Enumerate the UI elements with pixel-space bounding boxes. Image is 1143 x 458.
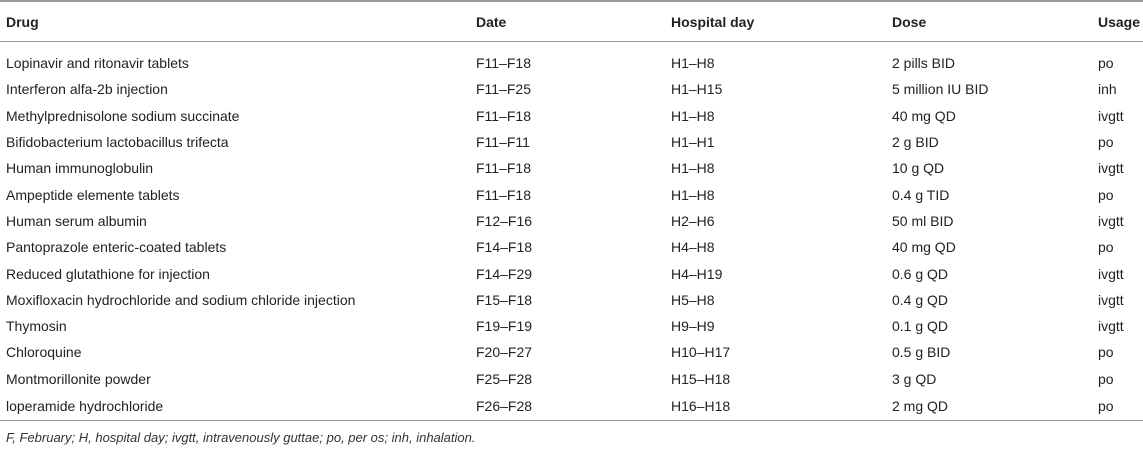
cell-usage: ivgtt [1098,291,1124,308]
cell-usage: po [1098,370,1114,387]
cell-dose: 10 g QD [892,160,945,177]
cell-usage: ivgtt [1098,212,1124,229]
table-row [0,260,1143,286]
cell-drug: Thymosin [6,318,67,335]
header-date: Date [470,1,665,42]
cell-date: F20–F27 [476,344,533,361]
table-row [0,313,1143,339]
cell-usage: po [1098,344,1114,361]
cell-dose: 0.6 g QD [892,265,949,282]
cell-drug: Pantoprazole enteric-coated tablets [6,239,227,256]
cell-date: F14–F18 [476,239,533,256]
cell-usage: ivgtt [1098,107,1124,124]
cell-hospital-day: H16–H18 [665,392,886,421]
cell-date: F11–F25 [476,81,531,98]
cell-date: F11–F18 [476,160,531,177]
table-row [0,155,1143,181]
cell-hospital-day: H1–H8 [671,55,715,72]
cell-date: F11–F18 [476,186,531,203]
cell-drug: Interferon alfa-2b injection [6,81,168,98]
table-row [0,103,1143,129]
cell-usage: ivgtt [1098,265,1124,282]
cell-usage: po [1092,392,1143,421]
table-header [0,1,1143,42]
cell-hospital-day: H5–H8 [671,291,715,308]
table-row [0,366,1143,392]
cell-dose: 2 mg QD [886,392,1092,421]
cell-hospital-day: H10–H17 [671,344,731,361]
table-row [0,181,1143,207]
header-hospital-day: Hospital day [665,1,886,42]
header-dose: Dose [886,1,1092,42]
cell-date: F11–F11 [476,134,530,151]
cell-drug: Moxifloxacin hydrochloride and sodium chloride injection [6,291,356,308]
cell-dose: 2 pills BID [892,55,956,72]
cell-date: F25–F28 [476,370,533,387]
table-row [0,208,1143,234]
table-footnote: F, February; H, hospital day; ivgtt, intravenously guttae; po, per os; inh, inhalation. [6,429,476,445]
cell-drug: Bifidobacterium lactobacillus trifecta [6,134,229,151]
cell-hospital-day: H15–H18 [671,370,731,387]
cell-hospital-day: H1–H8 [671,107,715,124]
cell-drug: Human immunoglobulin [6,160,154,177]
cell-date: F15–F18 [476,291,533,308]
cell-hospital-day: H1–H8 [671,160,715,177]
cell-drug: Human serum albumin [6,212,147,229]
cell-usage: po [1098,55,1114,72]
spacer-row [0,42,1143,51]
cell-date: F11–F18 [476,107,531,124]
cell-usage: po [1098,239,1114,256]
cell-date: F14–F29 [476,265,533,282]
cell-drug: Lopinavir and ritonavir tablets [6,55,189,72]
header-usage: Usage [1092,1,1143,42]
table-row [0,287,1143,313]
cell-date: F12–F16 [476,212,533,229]
header-row [0,1,1143,42]
cell-dose: 3 g QD [892,370,937,387]
cell-drug: Methylprednisolone sodium succinate [6,107,240,124]
cell-dose: 2 g BID [892,134,939,151]
table-body [0,42,1143,421]
cell-dose: 0.5 g BID [892,344,951,361]
cell-usage: inh [1098,81,1117,98]
cell-usage: ivgtt [1098,318,1124,335]
cell-drug: Ampeptide elemente tablets [6,186,180,203]
cell-drug: Montmorillonite powder [6,370,151,387]
cell-date: F26–F28 [470,392,665,421]
cell-hospital-day: H4–H19 [671,265,723,282]
cell-usage: po [1098,134,1114,151]
spacer-cell [0,42,1143,51]
header-drug: Drug [0,1,470,42]
cell-drug: loperamide hydrochloride [0,392,470,421]
table-row [0,392,1143,421]
cell-dose: 50 ml BID [892,212,954,229]
cell-dose: 0.4 g QD [892,291,949,308]
cell-drug: Reduced glutathione for injection [6,265,210,282]
cell-hospital-day: H1–H8 [671,186,715,203]
cell-usage: ivgtt [1098,160,1124,177]
table-row [0,234,1143,260]
table-row [0,76,1143,102]
cell-hospital-day: H4–H8 [671,239,715,256]
cell-dose: 40 mg QD [892,239,956,256]
cell-hospital-day: H1–H1 [671,134,715,151]
table-row [0,50,1143,76]
table-row [0,339,1143,365]
cell-dose: 0.4 g TID [892,186,950,203]
cell-dose: 0.1 g QD [892,318,949,335]
cell-drug: Chloroquine [6,344,82,361]
cell-dose: 5 million IU BID [892,81,989,98]
cell-date: F11–F18 [476,55,531,72]
cell-hospital-day: H2–H6 [671,212,715,229]
cell-hospital-day: H9–H9 [671,318,715,335]
cell-date: F19–F19 [476,318,533,335]
cell-hospital-day: H1–H15 [671,81,723,98]
cell-usage: po [1098,186,1114,203]
cell-dose: 40 mg QD [892,107,956,124]
table-row [0,129,1143,155]
